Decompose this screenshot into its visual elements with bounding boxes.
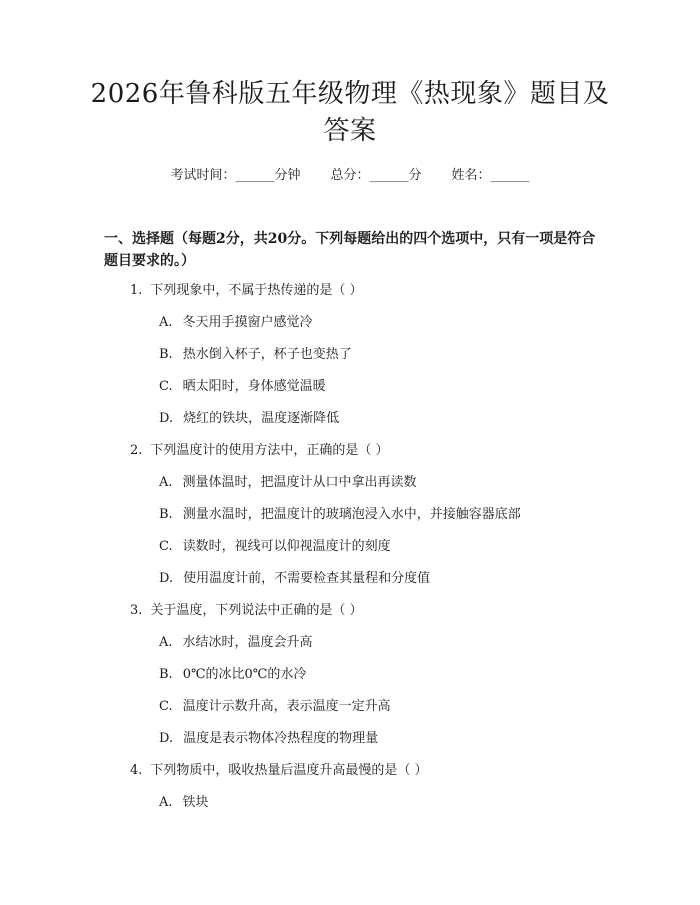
question-number: 4. xyxy=(130,763,143,778)
option-text: 使用温度计前，不需要检查其量程和分度值 xyxy=(183,571,431,586)
option-letter: C. xyxy=(159,379,173,394)
option-text: 测量水温时，把温度计的玻璃泡浸入水中，并接触容器底部 xyxy=(182,507,521,522)
option-text: 0℃的冰比0℃的水冷 xyxy=(182,667,307,682)
option-letter: A. xyxy=(159,315,173,330)
question-1 xyxy=(130,280,600,312)
question-2-option-c xyxy=(130,536,600,568)
section-heading: 一、选择题（每题2分，共20分。下列每题给出的四个选项中，只有一项是符合题目要求的。） xyxy=(104,231,596,269)
question-3 xyxy=(130,600,600,632)
option-letter: B. xyxy=(159,507,173,522)
student-name-field: 姓名：______ xyxy=(451,168,530,183)
question-stem: 下列物质中，吸收热量后温度升高最慢的是（ ） xyxy=(150,763,428,778)
question-3-option-a xyxy=(130,632,600,664)
question-2-option-a xyxy=(130,472,600,504)
option-text: 温度是表示物体冷热程度的物理量 xyxy=(183,731,379,746)
exam-time-field: 考试时间：______分钟 xyxy=(170,168,301,183)
option-letter: A. xyxy=(159,635,173,650)
question-2-option-b xyxy=(130,504,600,536)
question-number: 2. xyxy=(130,443,143,458)
option-text: 烧红的铁块，温度逐渐降低 xyxy=(183,411,340,426)
option-text: 测量体温时，把温度计从口中拿出再读数 xyxy=(182,475,417,490)
option-letter: D. xyxy=(159,411,174,426)
question-2-option-d xyxy=(130,568,600,600)
question-3-option-b xyxy=(130,664,600,696)
exam-info-line xyxy=(0,166,700,186)
question-stem: 下列现象中，不属于热传递的是（ ） xyxy=(150,283,363,298)
question-4-option-a xyxy=(130,792,600,824)
question-number: 3. xyxy=(130,603,143,618)
question-3-option-c xyxy=(130,696,600,728)
option-text: 晒太阳时，身体感觉温暖 xyxy=(182,379,326,394)
option-letter: C. xyxy=(159,699,173,714)
option-letter: C. xyxy=(159,539,173,554)
question-list xyxy=(130,280,600,824)
option-letter: A. xyxy=(159,475,173,490)
question-1-option-d xyxy=(130,408,600,440)
option-letter: B. xyxy=(159,347,173,362)
document-title: 2026年鲁科版五年级物理《热现象》题目及答案 xyxy=(90,79,610,146)
option-letter: B. xyxy=(159,667,173,682)
option-text: 冬天用手摸窗户感觉冷 xyxy=(182,315,313,330)
question-number: 1. xyxy=(130,283,143,298)
question-1-option-c xyxy=(130,376,600,408)
option-text: 读数时，视线可以仰视温度计的刻度 xyxy=(182,539,391,554)
option-letter: A. xyxy=(159,795,173,810)
question-stem: 关于温度，下列说法中正确的是（ ） xyxy=(150,603,363,618)
question-2 xyxy=(130,440,600,472)
option-letter: D. xyxy=(159,571,174,586)
question-1-option-a xyxy=(130,312,600,344)
total-score-field: 总分：______分 xyxy=(330,168,422,183)
option-text: 铁块 xyxy=(182,795,209,810)
option-text: 水结冰时，温度会升高 xyxy=(182,635,313,650)
question-stem: 下列温度计的使用方法中，正确的是（ ） xyxy=(150,443,389,458)
option-letter: D. xyxy=(159,731,174,746)
question-4 xyxy=(130,760,600,792)
question-1-option-b xyxy=(130,344,600,376)
option-text: 温度计示数升高，表示温度一定升高 xyxy=(182,699,391,714)
option-text: 热水倒入杯子，杯子也变热了 xyxy=(182,347,352,362)
question-3-option-d xyxy=(130,728,600,760)
